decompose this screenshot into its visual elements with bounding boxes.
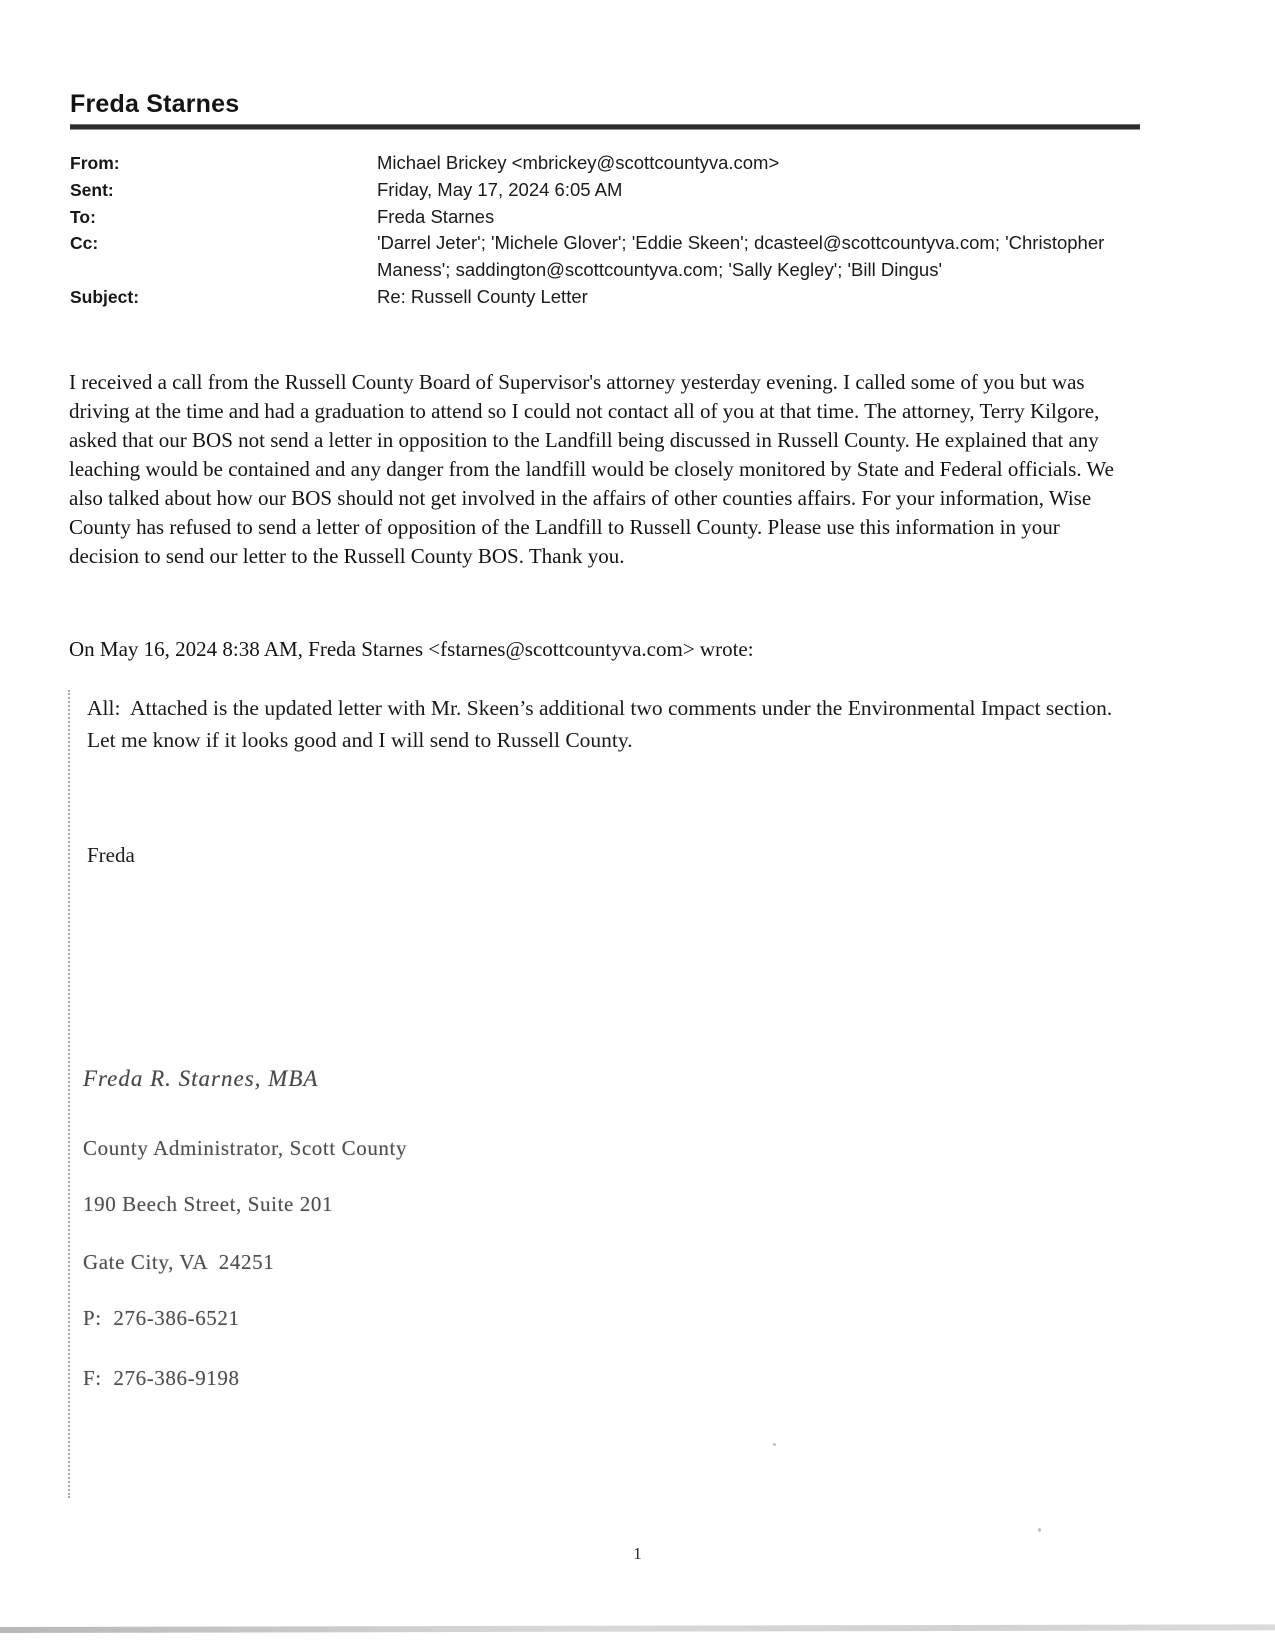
field-row-sent: [70, 177, 1140, 204]
quoted-message-paragraph: All: Attached is the updated letter with Mr. Skeen’s additional two comments under the Environmental Impact section. Let me know if it looks good and I will send to Russell County.: [87, 696, 1123, 752]
subject-value: Re: Russell County Letter: [377, 285, 588, 307]
quoted-sign-off: Freda: [87, 843, 135, 867]
subject-label: Subject:: [70, 286, 140, 307]
email-header-fields: [70, 150, 1140, 311]
quote-left-border: [68, 690, 70, 1498]
signature-fax: F: 276-386-9198: [83, 1366, 240, 1390]
to-label: To:: [70, 206, 96, 227]
sent-value: Friday, May 17, 2024 6:05 AM: [377, 178, 623, 200]
signature-name: Freda R. Starnes, MBA: [83, 1066, 319, 1091]
field-row-cc: [70, 230, 1140, 284]
page-number: 1: [633, 1544, 642, 1563]
to-value: Freda Starnes: [377, 205, 495, 227]
field-row-from: [70, 150, 1140, 177]
document-title: Freda Starnes: [70, 90, 240, 118]
title-divider-rule: [70, 124, 1140, 131]
from-value: Michael Brickey <mbrickey@scottcountyva.com>: [377, 152, 780, 173]
bottom-scan-artifact-line: [0, 1624, 1275, 1633]
scan-speck: [773, 1443, 776, 1446]
signature-job-title: County Administrator, Scott County: [83, 1136, 408, 1160]
from-label: From:: [70, 153, 120, 173]
cc-label: Cc:: [70, 233, 99, 254]
signature-address-line2: Gate City, VA 24251: [83, 1250, 275, 1274]
reply-attribution-line: On May 16, 2024 8:38 AM, Freda Starnes <fstarnes@scottcountyva.com> wrote:: [69, 637, 754, 661]
message-body-paragraph: I received a call from the Russell County Board of Supervisor's attorney yesterday evening. I called some of you but was driving at the time and had a graduation to attend so I could not contact all of you at that time. The attorney, Terry Kilgore, asked that our BOS not send a letter in opposition to the Landfill being discussed in Russell County. He explained that any leaching would be contained and any danger from the landfill would be closely monitored by State and Federal officials. We also talked about how our BOS should not get involved in the affairs of other counties affairs. For your information, Wise County has refused to send a letter of opposition of the Landfill to Russell County. Please use this information in your decision to send our letter to the Russell County BOS. Thank you.: [69, 370, 1114, 568]
sent-label: Sent:: [70, 179, 114, 200]
signature-address-line1: 190 Beech Street, Suite 201: [83, 1192, 334, 1216]
field-row-subject: [70, 284, 1140, 311]
signature-phone: P: 276-386-6521: [83, 1306, 240, 1330]
field-row-to: [70, 204, 1140, 231]
cc-value: 'Darrel Jeter'; 'Michele Glover'; 'Eddie Skeen'; dcasteel@scottcountyva.com; 'Christopher Maness'; saddington@scottcountyva.com; 'Sally Kegley'; 'Bill Dingus': [377, 232, 1105, 281]
scan-speck: [1038, 1528, 1041, 1532]
